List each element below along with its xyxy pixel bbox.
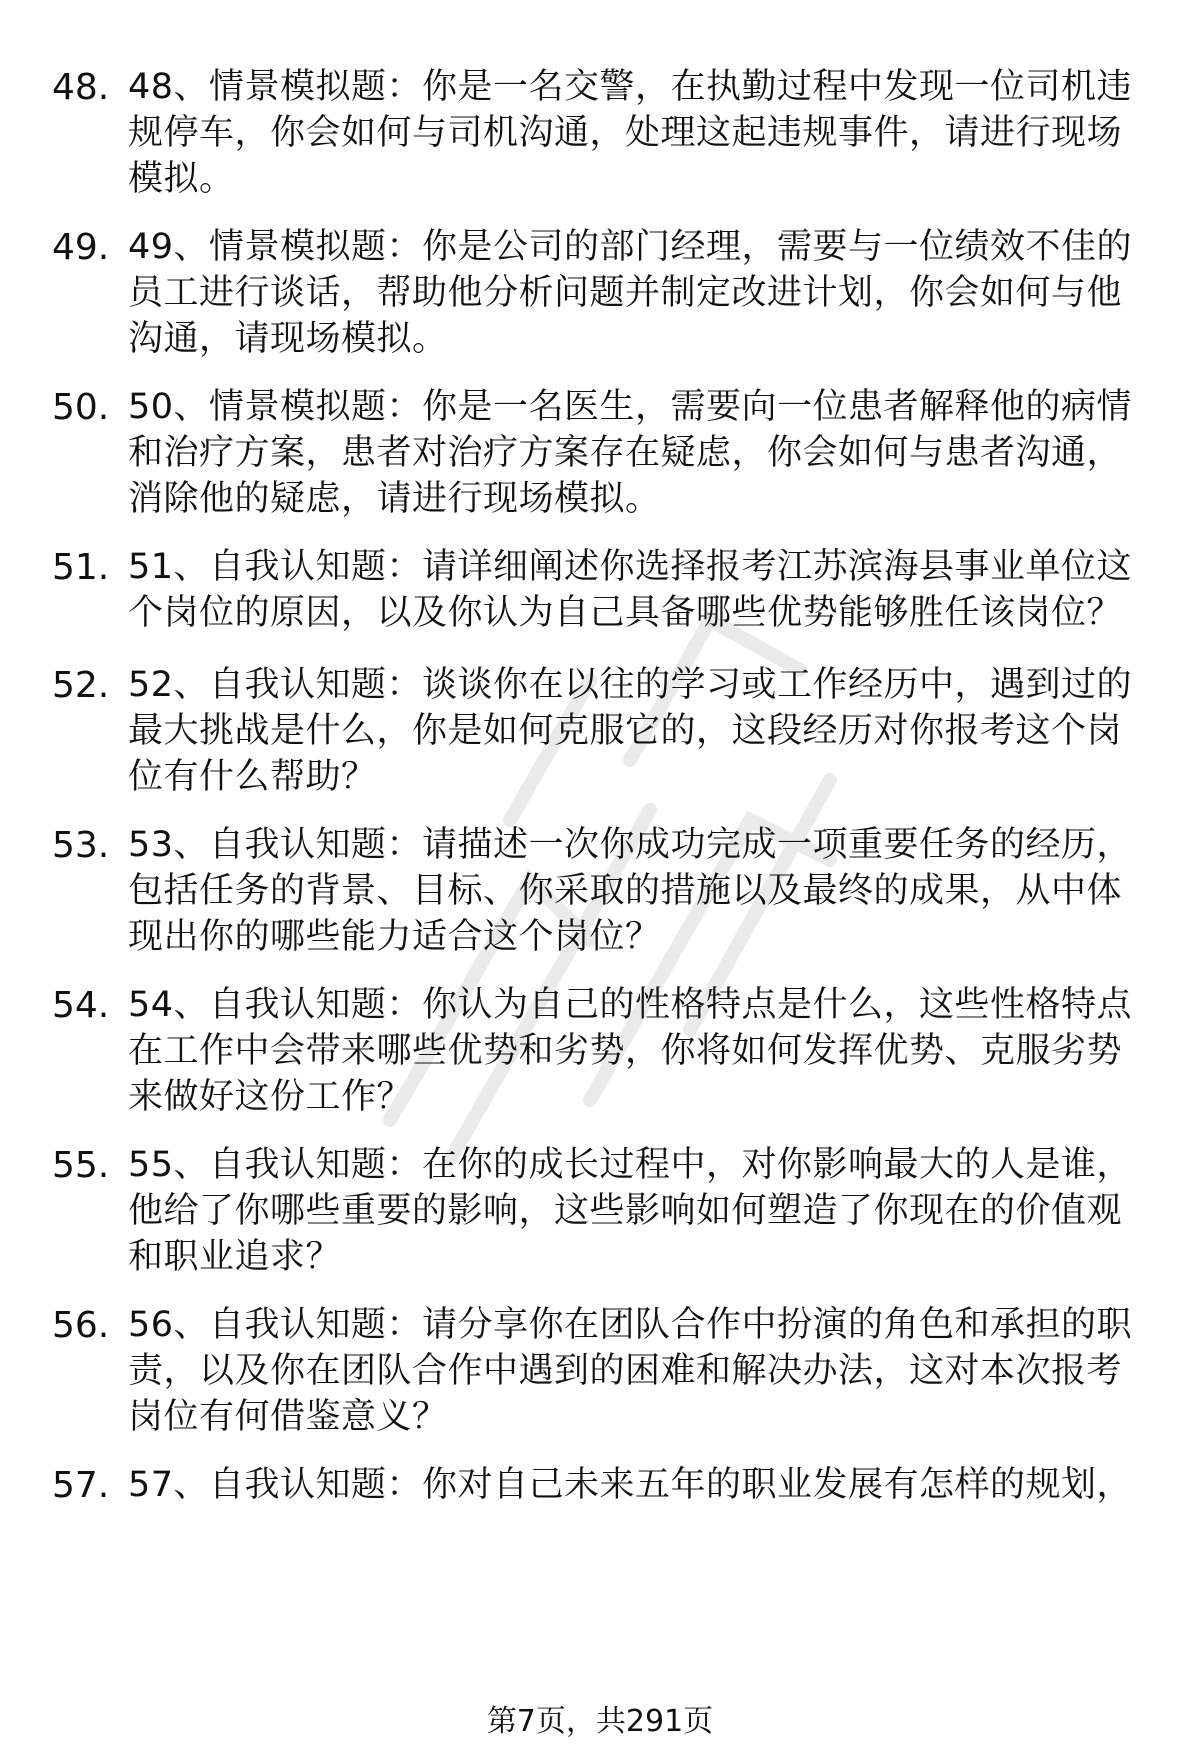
question-line: 岗位有何借鉴意义？ (128, 1397, 448, 1437)
question-text (128, 1142, 1148, 1280)
question-text (128, 662, 1148, 800)
question-line: 现出你的哪些能力适合这个岗位？ (128, 917, 661, 957)
question-number: 48. (52, 67, 110, 108)
question-line: 规停车，你会如何与司机沟通，处理这起违规事件，请进行现场 (128, 113, 1123, 153)
question-line: 54、自我认知题：你认为自己的性格特点是什么，这些性格特点 (128, 985, 1133, 1025)
question-number: 57. (52, 1465, 110, 1506)
question-line: 55、自我认知题：在你的成长过程中，对你影响最大的人是谁， (128, 1145, 1133, 1185)
question-text (128, 64, 1148, 202)
question-text (128, 544, 1148, 636)
question-line: 53、自我认知题：请描述一次你成功完成一项重要任务的经历， (128, 825, 1133, 865)
question-text (128, 1302, 1148, 1440)
question-number: 53. (52, 825, 110, 866)
question-line: 52、自我认知题：谈谈你在以往的学习或工作经历中，遇到过的 (128, 665, 1133, 705)
page-footer: 第7页，共291页 (486, 1704, 714, 1739)
question-line: 56、自我认知题：请分享你在团队合作中扮演的角色和承担的职 (128, 1305, 1133, 1345)
question-text (128, 822, 1148, 960)
question-line: 51、自我认知题：请详细阐述你选择报考江苏滨海县事业单位这 (128, 547, 1133, 587)
question-line: 消除他的疑虑，请进行现场模拟。 (128, 479, 661, 519)
question-text (128, 224, 1148, 362)
question-line: 他给了你哪些重要的影响，这些影响如何塑造了你现在的价值观 (128, 1191, 1123, 1231)
question-line: 和职业追求？ (128, 1237, 342, 1277)
question-number: 50. (52, 387, 110, 428)
question-number: 52. (52, 665, 110, 706)
question-line: 模拟。 (128, 159, 235, 199)
question-line: 最大挑战是什么，你是如何克服它的，这段经历对你报考这个岗 (128, 711, 1123, 751)
question-number: 51. (52, 547, 110, 588)
question-number: 54. (52, 985, 110, 1026)
question-line: 在工作中会带来哪些优势和劣势，你将如何发挥优势、克服劣势 (128, 1031, 1123, 1071)
question-line: 来做好这份工作？ (128, 1077, 413, 1117)
question-line: 50、情景模拟题：你是一名医生，需要向一位患者解释他的病情 (128, 387, 1133, 427)
question-line: 和治疗方案，患者对治疗方案存在疑虑，你会如何与患者沟通， (128, 433, 1123, 473)
question-number: 49. (52, 227, 110, 268)
question-number: 55. (52, 1145, 110, 1186)
question-line: 49、情景模拟题：你是公司的部门经理，需要与一位绩效不佳的 (128, 227, 1133, 267)
question-line: 48、情景模拟题：你是一名交警，在执勤过程中发现一位司机违 (128, 67, 1133, 107)
question-text (128, 1462, 1148, 1508)
question-text (128, 982, 1148, 1120)
question-line: 57、自我认知题：你对自己未来五年的职业发展有怎样的规划， (128, 1465, 1133, 1505)
question-line: 位有什么帮助？ (128, 757, 377, 797)
question-text (128, 384, 1148, 522)
question-number: 56. (52, 1305, 110, 1346)
question-line: 沟通，请现场模拟。 (128, 319, 448, 359)
question-line: 责，以及你在团队合作中遇到的困难和解决办法，这对本次报考 (128, 1351, 1123, 1391)
question-line: 包括任务的背景、目标、你采取的措施以及最终的成果，从中体 (128, 871, 1123, 911)
question-line: 个岗位的原因，以及你认为自己具备哪些优势能够胜任该岗位？ (128, 593, 1123, 633)
question-line: 员工进行谈话，帮助他分析问题并制定改进计划，你会如何与他 (128, 273, 1123, 313)
